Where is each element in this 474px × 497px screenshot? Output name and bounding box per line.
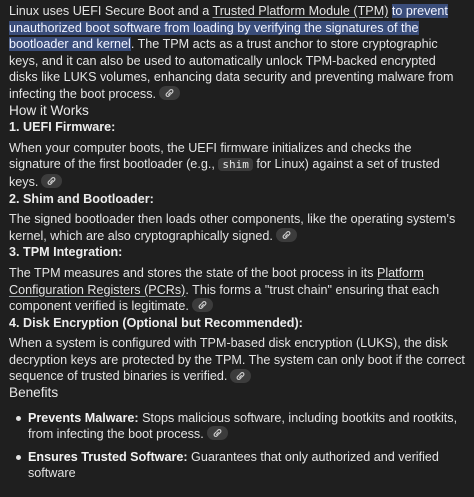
step-3-title: 3. TPM Integration: (9, 245, 123, 260)
link-icon (164, 88, 175, 98)
shim-code: shim (218, 158, 253, 171)
source-link-button[interactable] (230, 369, 251, 383)
how-it-works-heading: How it Works (9, 102, 89, 118)
link-icon (281, 230, 292, 240)
intro-text: Linux uses UEFI Secure Boot and a (9, 4, 213, 18)
step-3-text: The TPM measures and stores the state of the boot process in its (9, 265, 377, 280)
source-link-button[interactable] (41, 174, 62, 188)
step-3-body (9, 265, 465, 315)
step-1-title: 1. UEFI Firmware: (9, 120, 116, 135)
link-icon (197, 300, 208, 310)
intro-paragraph (9, 3, 465, 103)
intro-rest-text: . The TPM acts as a trust anchor to store cryptographic keys, and it can also be used to automatically unlock TPM-backed encrypted disks like LUKS volumes, enhancing data security and preventing malware from infecting the boot process. (9, 37, 454, 101)
link-icon (46, 176, 57, 186)
step-3-text-end: . This forms a "trust chain" ensuring that each component verified is legitimate. (9, 282, 440, 314)
highlighted-text-3: bootloader and kernel (9, 37, 131, 52)
source-link-button[interactable] (159, 86, 180, 100)
step-1-text: When your computer boots, the UEFI firmware initializes and checks the signature of the first bootloader (e.g., (9, 140, 412, 172)
step-2-title: 2. Shim and Bootloader: (9, 191, 154, 206)
source-link-button[interactable] (207, 426, 228, 440)
step-2-body (9, 211, 465, 244)
bullet-icon (16, 455, 21, 460)
step-1-text-end: for Linux) against a set of trusted keys. (9, 157, 440, 189)
benefits-heading: Benefits (9, 385, 59, 401)
tpm-link[interactable]: Trusted Platform Module (TPM) (212, 4, 389, 18)
benefits-list (9, 410, 465, 482)
step-1-body (9, 140, 465, 191)
source-link-button[interactable] (192, 298, 213, 312)
list-item (28, 410, 465, 443)
source-link-button[interactable] (276, 228, 297, 242)
step-2-text: The signed bootloader then loads other components, like the operating system's kernel, which are also cryptographically signed. (9, 212, 456, 243)
list-item (28, 449, 465, 482)
pcr-link[interactable]: Platform Configuration Registers (PCRs) (9, 265, 424, 297)
step-4-title: 4. Disk Encryption (Optional but Recommended): (9, 315, 303, 330)
link-icon (235, 371, 246, 381)
bullet-icon (16, 416, 21, 421)
step-4-text: When a system is configured with TPM-based disk encryption (LUKS), the disk decryption keys are protected by the TPM. The system can only boot if the correct sequence of trusted binaries is verified. (9, 336, 465, 384)
highlighted-text-1: to prevent (391, 4, 448, 18)
benefit-text: Guarantees that only authorized and verified software (28, 449, 439, 481)
benefit-label: Ensures Trusted Software: (28, 449, 188, 464)
step-4-body (9, 335, 465, 385)
highlighted-text-2: unauthorized boot software from loading by verifying the signatures of the (9, 20, 419, 35)
benefit-label: Prevents Malware: (28, 410, 139, 425)
benefit-text: Stops malicious software, including bootkits and rootkits, from infecting the boot process. (28, 410, 458, 442)
link-icon (212, 428, 223, 438)
